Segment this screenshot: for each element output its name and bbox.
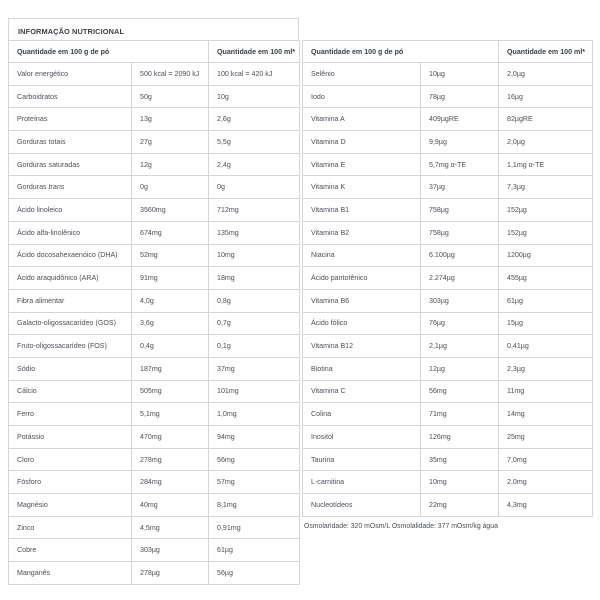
value-per-100ml: 4,3mg [499,494,593,517]
nutrition-title: INFORMAÇÃO NUTRICIONAL [8,18,299,40]
value-per-100ml: 10mg [209,244,300,267]
value-per-100ml: 94mg [209,426,300,449]
value-per-100ml: 11mg [499,380,593,403]
value-per-100ml: 152µg [499,221,593,244]
value-per-100g: 91mg [132,267,209,290]
nutrition-table-left [8,40,300,585]
value-per-100ml: 7,3µg [499,176,593,199]
table-row [9,267,300,290]
value-per-100ml: 101mg [209,380,300,403]
nutrient-name: Vitamina C [303,380,421,403]
value-per-100ml: 0,7g [209,312,300,335]
value-per-100g: 37µg [421,176,499,199]
value-per-100g: 284mg [132,471,209,494]
table-row [303,244,593,267]
nutrient-name: Ferro [9,403,132,426]
nutrient-name: Ácido linoleico [9,199,132,222]
value-per-100g: 3560mg [132,199,209,222]
value-per-100g: 76µg [421,312,499,335]
table-body [9,63,300,585]
value-per-100g: 303µg [132,539,209,562]
value-per-100g: 50g [132,85,209,108]
table-row [9,153,300,176]
table-row [303,85,593,108]
nutrient-name: Fruto-oligossacarídeo (FOS) [9,335,132,358]
value-per-100g: 10µg [421,63,499,86]
table-row [303,357,593,380]
value-per-100ml: 1,0mg [209,403,300,426]
value-per-100g: 35mg [421,448,499,471]
table-row [303,63,593,86]
table-row [303,153,593,176]
nutrient-name: Ácido pantotênico [303,267,421,290]
value-per-100ml: 152µg [499,199,593,222]
value-per-100ml: 61µg [499,289,593,312]
value-per-100g: 5,7mg α-TE [421,153,499,176]
value-per-100ml: 0,1g [209,335,300,358]
table-row [9,471,300,494]
nutrient-name: Vitamina E [303,153,421,176]
value-per-100g: 278µg [132,562,209,585]
value-per-100ml: 8,1mg [209,494,300,517]
value-per-100g: 187mg [132,357,209,380]
header-per-100ml: Quantidade em 100 ml* [499,41,593,63]
value-per-100ml: 10g [209,85,300,108]
table-row [9,448,300,471]
table-row [303,335,593,358]
value-per-100g: 303µg [421,289,499,312]
nutrient-name: Zinco [9,516,132,539]
table-row [303,199,593,222]
header-per-100ml: Quantidade em 100 ml* [209,41,300,63]
value-per-100g: 40mg [132,494,209,517]
nutrition-table-right [302,40,593,517]
nutrient-name: Galacto-oligossacarídeo (GOS) [9,312,132,335]
value-per-100ml: 14mg [499,403,593,426]
value-per-100g: 4,5mg [132,516,209,539]
nutrient-name: Biotina [303,357,421,380]
value-per-100g: 52mg [132,244,209,267]
value-per-100g: 470mg [132,426,209,449]
value-per-100g: 12µg [421,357,499,380]
value-per-100ml: 57mg [209,471,300,494]
value-per-100ml: 0,8g [209,289,300,312]
nutrient-name: Gorduras saturadas [9,153,132,176]
value-per-100ml: 18mg [209,267,300,290]
value-per-100ml: 2,0mg [499,471,593,494]
table-body [303,63,593,517]
table-row [9,312,300,335]
value-per-100ml: 2,4g [209,153,300,176]
nutrient-name: Manganês [9,562,132,585]
nutrient-name: Ácido docosahexaenóico (DHA) [9,244,132,267]
value-per-100g: 500 kcal = 2090 kJ [132,63,209,86]
value-per-100ml: 56µg [209,562,300,585]
nutrient-name: Colina [303,403,421,426]
nutrient-name: Magnésio [9,494,132,517]
table-row [303,448,593,471]
value-per-100ml: 1200µg [499,244,593,267]
table-row [303,471,593,494]
nutrient-name: Cálcio [9,380,132,403]
table-row [303,108,593,131]
value-per-100g: 278mg [132,448,209,471]
value-per-100ml: 16µg [499,85,593,108]
value-per-100g: 78µg [421,85,499,108]
value-per-100ml: 455µg [499,267,593,290]
nutrient-name: Vitamina B2 [303,221,421,244]
value-per-100ml: 135mg [209,221,300,244]
value-per-100g: 674mg [132,221,209,244]
table-row [9,63,300,86]
nutrient-name: Ácido fólico [303,312,421,335]
nutrient-name: L-carnitina [303,471,421,494]
osmolarity-note: Osmolaridade: 320 mOsm/L Osmolalidade: 377 mOsm/kg água [304,523,498,530]
value-per-100g: 758µg [421,199,499,222]
table-header-row [303,41,593,63]
value-per-100g: 126mg [421,426,499,449]
table-row [9,244,300,267]
value-per-100g: 758µg [421,221,499,244]
table-row [9,357,300,380]
nutrient-name: Ácido araquidônico (ARA) [9,267,132,290]
value-per-100g: 505mg [132,380,209,403]
table-row [9,494,300,517]
table-row [9,380,300,403]
value-per-100g: 6.100µg [421,244,499,267]
value-per-100g: 9,9µg [421,131,499,154]
value-per-100g: 4,0g [132,289,209,312]
nutrient-name: Vitamina B1 [303,199,421,222]
value-per-100g: 13g [132,108,209,131]
nutrient-name: Ácido alfa-linolênico [9,221,132,244]
nutrient-name: Vitamina D [303,131,421,154]
value-per-100ml: 100 kcal = 420 kJ [209,63,300,86]
value-per-100ml: 15µg [499,312,593,335]
nutrient-name: Nucleotídeos [303,494,421,517]
nutrient-name: Taurina [303,448,421,471]
value-per-100ml: 2,0µg [499,63,593,86]
table-row [303,221,593,244]
value-per-100ml: 82µgRE [499,108,593,131]
value-per-100g: 2.274µg [421,267,499,290]
table-row [9,176,300,199]
table-row [9,539,300,562]
table-row [303,312,593,335]
value-per-100g: 22mg [421,494,499,517]
nutrient-name: Carboidratos [9,85,132,108]
value-per-100ml: 2,0µg [499,131,593,154]
table-row [9,335,300,358]
value-per-100g: 0g [132,176,209,199]
value-per-100g: 2,1µg [421,335,499,358]
table-row [303,494,593,517]
table-header-row [9,41,300,63]
nutrient-name: Selênio [303,63,421,86]
value-per-100ml: 2,6g [209,108,300,131]
nutrient-name: Proteínas [9,108,132,131]
nutrient-name: Fósforo [9,471,132,494]
value-per-100g: 5,1mg [132,403,209,426]
nutrient-name: Vitamina A [303,108,421,131]
nutrient-name: Gorduras trans [9,176,132,199]
nutrient-name: Fibra alimentar [9,289,132,312]
table-row [9,199,300,222]
value-per-100g: 409µgRE [421,108,499,131]
table-row [303,267,593,290]
value-per-100g: 71mg [421,403,499,426]
value-per-100ml: 61µg [209,539,300,562]
table-row [303,380,593,403]
value-per-100ml: 0g [209,176,300,199]
value-per-100g: 10mg [421,471,499,494]
table-row [9,289,300,312]
table-row [9,108,300,131]
value-per-100g: 3,6g [132,312,209,335]
table-row [303,176,593,199]
nutrient-name: Iodo [303,85,421,108]
table-row [9,426,300,449]
nutrient-name: Valor energético [9,63,132,86]
nutrient-name: Vitamina B12 [303,335,421,358]
table-row [303,131,593,154]
table-row [9,562,300,585]
nutrient-name: Cloro [9,448,132,471]
table-row [303,403,593,426]
value-per-100ml: 56mg [209,448,300,471]
value-per-100ml: 25mg [499,426,593,449]
nutrient-name: Vitamina B6 [303,289,421,312]
nutrient-name: Gorduras totais [9,131,132,154]
value-per-100g: 12g [132,153,209,176]
header-per-100g: Quantidade em 100 g de pó [303,41,499,63]
value-per-100g: 56mg [421,380,499,403]
table-row [9,85,300,108]
table-row [9,131,300,154]
table-row [9,403,300,426]
table-row [9,221,300,244]
value-per-100ml: 712mg [209,199,300,222]
table-row [303,426,593,449]
value-per-100ml: 1,1mg α-TE [499,153,593,176]
value-per-100g: 0,4g [132,335,209,358]
nutrient-name: Sódio [9,357,132,380]
value-per-100ml: 0,41µg [499,335,593,358]
value-per-100ml: 2,3µg [499,357,593,380]
nutrient-name: Potássio [9,426,132,449]
nutrient-name: Cobre [9,539,132,562]
nutrient-name: Vitamina K [303,176,421,199]
nutrient-name: Niacina [303,244,421,267]
value-per-100ml: 37mg [209,357,300,380]
value-per-100g: 27g [132,131,209,154]
value-per-100ml: 5,5g [209,131,300,154]
value-per-100ml: 0,91mg [209,516,300,539]
value-per-100ml: 7,0mg [499,448,593,471]
header-per-100g: Quantidade em 100 g de pó [9,41,209,63]
table-row [303,289,593,312]
table-row [9,516,300,539]
nutrient-name: Inositol [303,426,421,449]
